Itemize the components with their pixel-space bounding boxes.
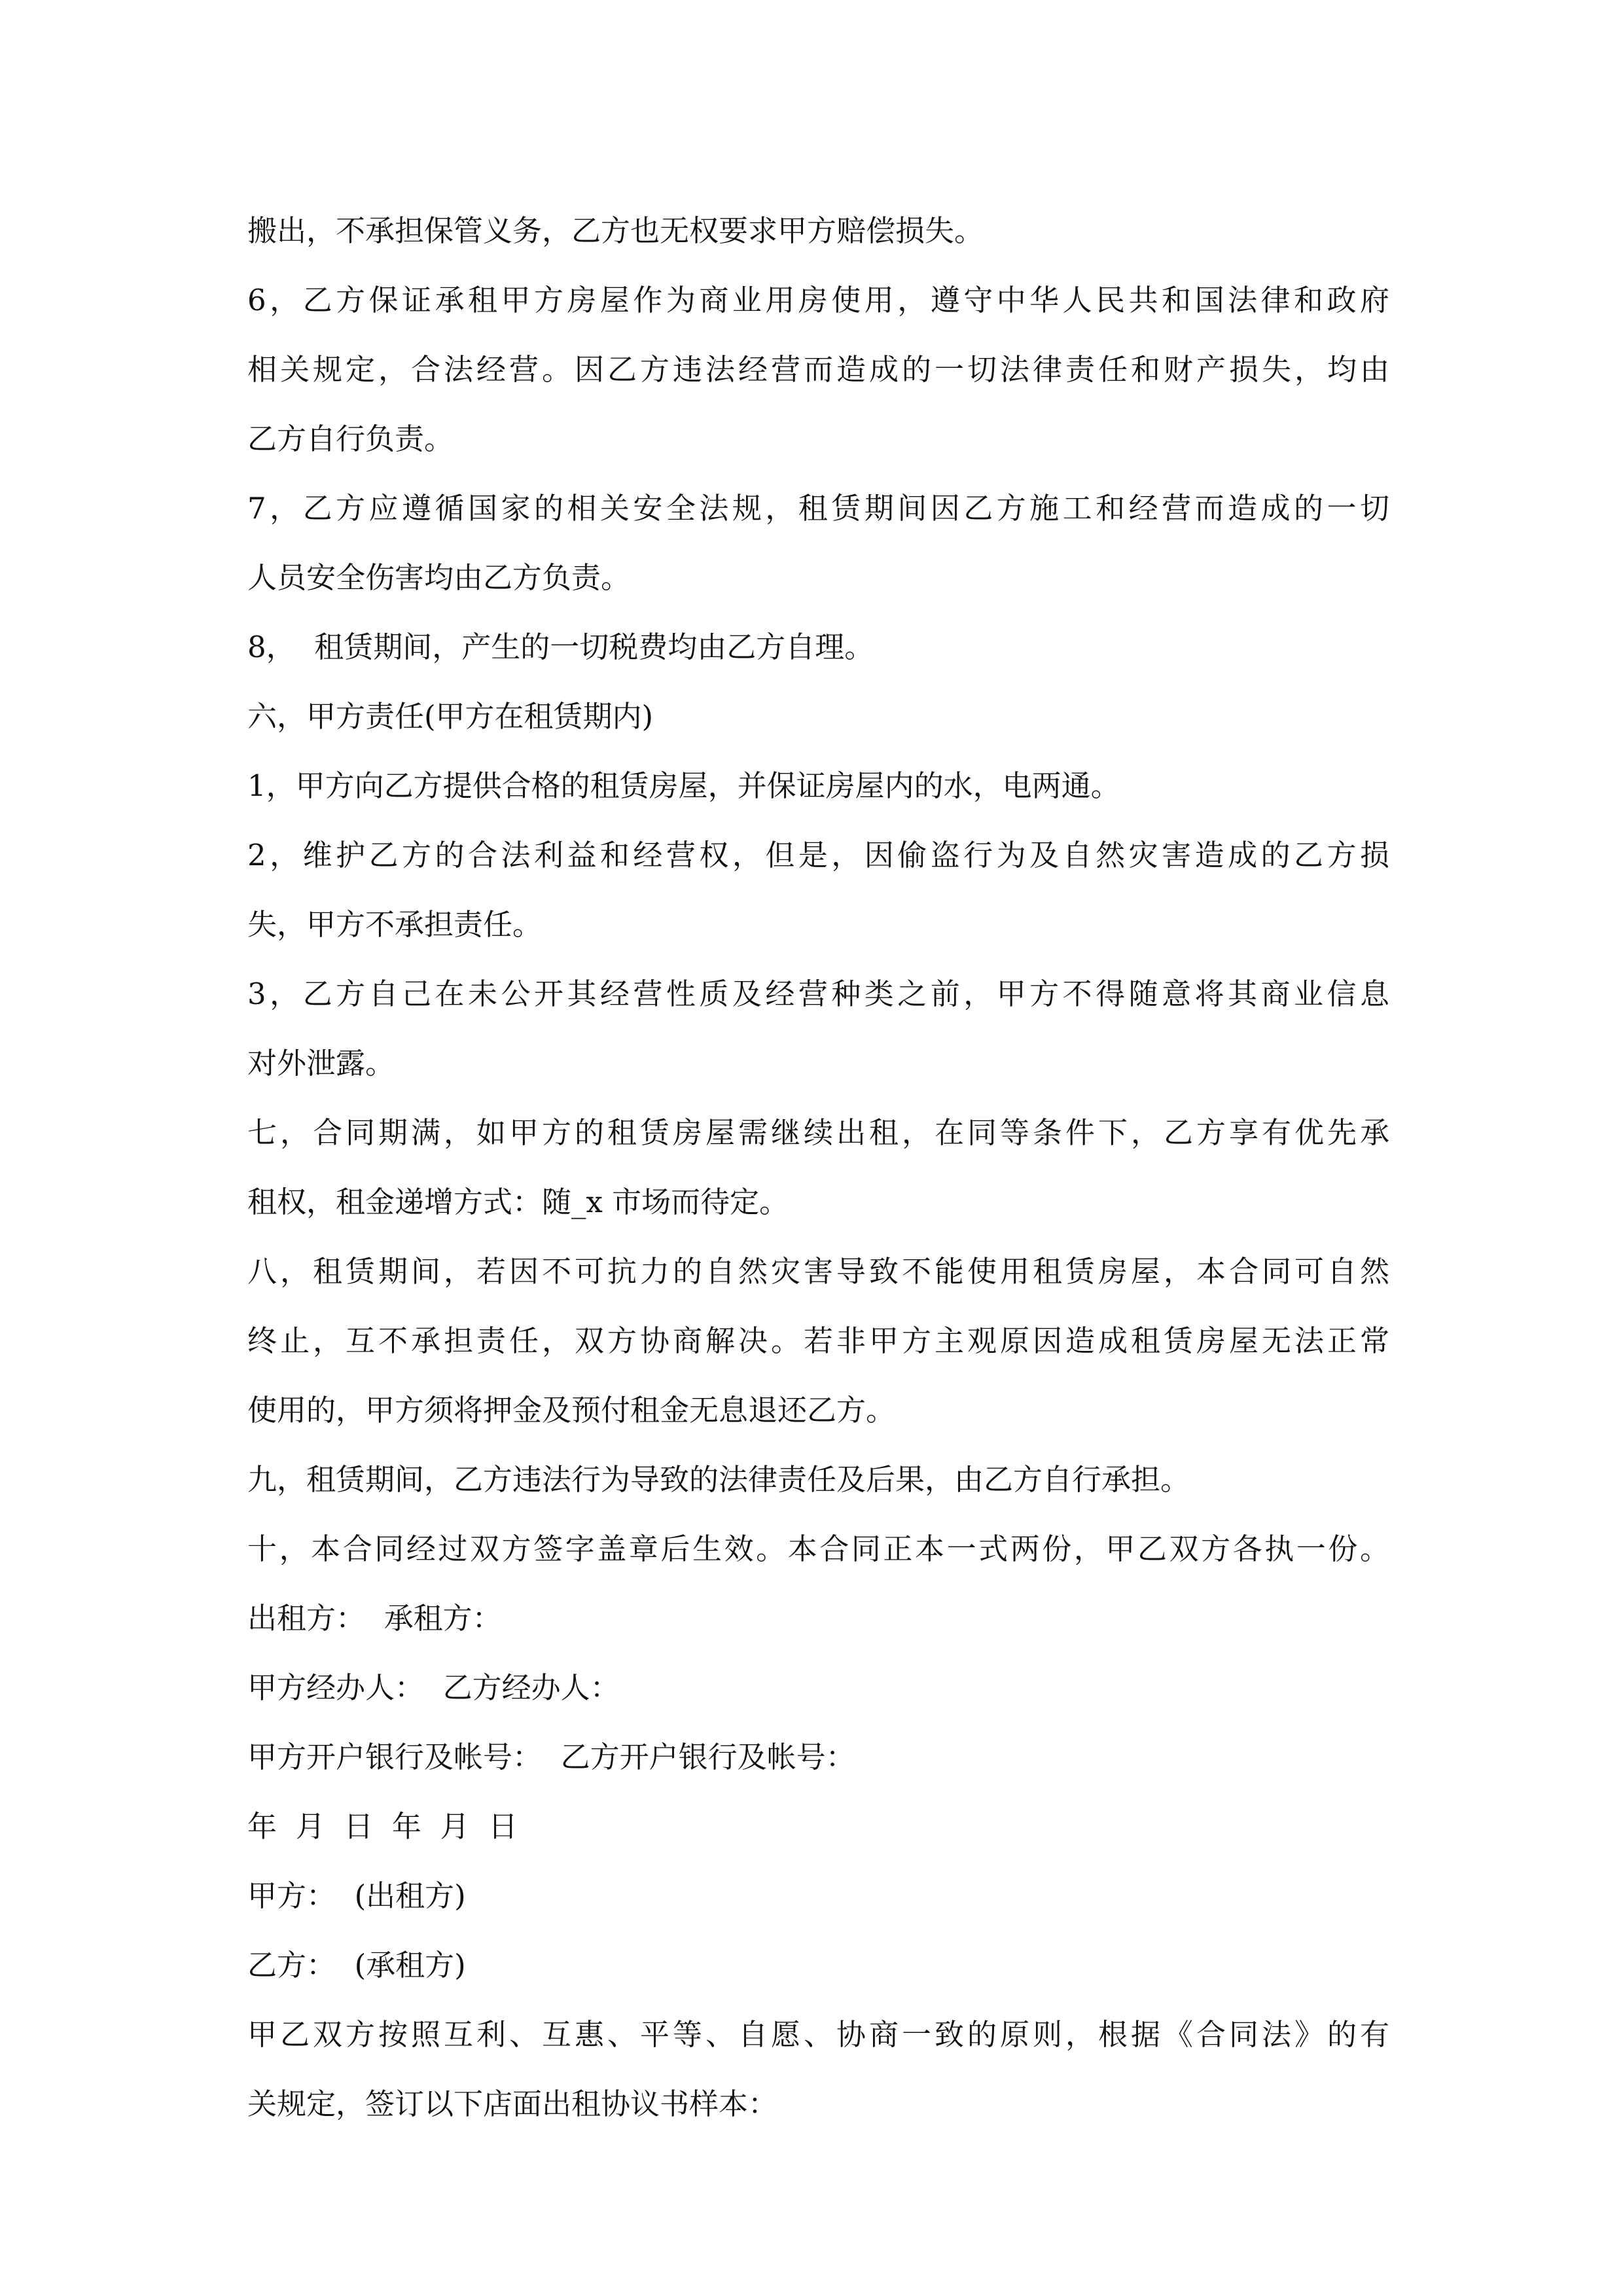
section-heading: 六，甲方责任(甲方在租赁期内) <box>247 699 654 734</box>
signature-field-line: 出租方： 承租方： <box>247 1601 502 1636</box>
paragraph-line: 使用的，甲方须将押金及预付租金无息退还乙方。 <box>247 1393 896 1427</box>
paragraph-line: 十，本合同经过双方签字盖章后生效。本合同正本一式两份，甲乙双方各执一份。 <box>247 1532 1389 1566</box>
paragraph-line: 对外泄露。 <box>247 1046 395 1081</box>
party-line: 甲方： (出租方) <box>247 1878 466 1913</box>
paragraph-line: 租权，租金递增方式：随_x 市场而待定。 <box>247 1185 789 1219</box>
paragraph-line: 8， 租赁期间，产生的一切税费均由乙方自理。 <box>247 630 874 664</box>
paragraph-line: 7，乙方应遵循国家的相关安全法规，租赁期间因乙方施工和经营而造成的一切 <box>247 491 1389 526</box>
paragraph-line: 乙方自行负责。 <box>247 422 454 456</box>
paragraph-line: 八，租赁期间，若因不可抗力的自然灾害导致不能使用租赁房屋，本合同可自然 <box>247 1254 1389 1289</box>
paragraph-line: 搬出，不承担保管义务，乙方也无权要求甲方赔偿损失。 <box>247 213 984 248</box>
paragraph-line: 七，合同期满，如甲方的租赁房屋需继续出租，在同等条件下，乙方享有优先承 <box>247 1115 1389 1150</box>
paragraph-line: 九，租赁期间，乙方违法行为导致的法律责任及后果，由乙方自行承担。 <box>247 1462 1190 1497</box>
paragraph-line: 1，甲方向乙方提供合格的租赁房屋，并保证房屋内的水，电两通。 <box>247 768 1120 803</box>
signature-field-line: 甲方开户银行及帐号： 乙方开户银行及帐号： <box>247 1740 855 1774</box>
paragraph-line: 甲乙双方按照互利、互惠、平等、自愿、协商一致的原则，根据《合同法》的有 <box>247 2017 1389 2052</box>
paragraph-line: 6，乙方保证承租甲方房屋作为商业用房使用，遵守中华人民共和国法律和政府 <box>247 283 1389 317</box>
paragraph-line: 相关规定，合法经营。因乙方违法经营而造成的一切法律责任和财产损失，均由 <box>247 352 1389 387</box>
paragraph-line: 终止，互不承担责任，双方协商解决。若非甲方主观原因造成租赁房屋无法正常 <box>247 1323 1389 1358</box>
paragraph-line: 3，乙方自己在未公开其经营性质及经营种类之前，甲方不得随意将其商业信息 <box>247 977 1389 1011</box>
paragraph-line: 2，维护乙方的合法利益和经营权，但是，因偷盗行为及自然灾害造成的乙方损 <box>247 838 1389 872</box>
paragraph-line: 人员安全伤害均由乙方负责。 <box>247 560 631 595</box>
paragraph-line: 关规定，签订以下店面出租协议书样本： <box>247 2087 778 2121</box>
party-line: 乙方： (承租方) <box>247 1948 466 1982</box>
document-body <box>247 196 1389 2139</box>
paragraph-line: 失，甲方不承担责任。 <box>247 907 543 942</box>
signature-field-line: 甲方经办人： 乙方经办人： <box>247 1670 620 1705</box>
date-field-line: 年 月 日 年 月 日 <box>247 1809 518 1844</box>
